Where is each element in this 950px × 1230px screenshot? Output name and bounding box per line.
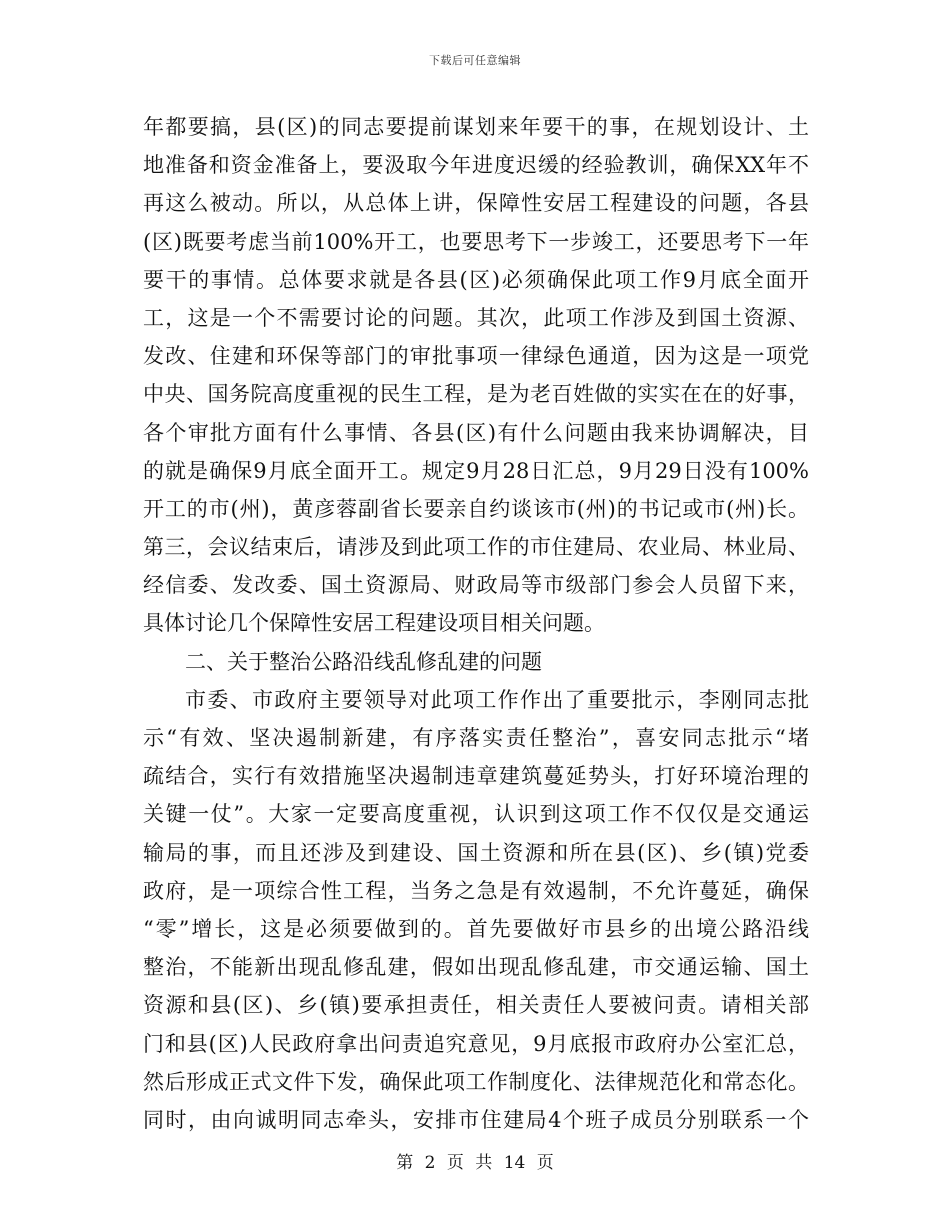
text-line: 开工的市(州)，黄彦蓉副省长要亲自约谈该市(州)的书记或市(州)长。: [143, 496, 809, 521]
text-line: 要干的事情。总体要求就是各县(区)必须确保此项工作9月底全面开: [143, 267, 809, 292]
document-body: [143, 108, 809, 1139]
text-line: 政府，是一项综合性工程，当务之急是有效遏制，不允许蔓延，确保: [143, 878, 809, 903]
text-line: 关键一仗”。大家一定要高度重视，认识到这项工作不仅仅是交通运: [143, 802, 809, 827]
text-line: 中央、国务院高度重视的民生工程，是为老百姓做的实实在在的好事，: [143, 382, 809, 407]
text-line: 输局的事，而且还涉及到建设、国土资源和所在县(区)、乡(镇)党委: [143, 840, 809, 865]
text-line: 资源和县(区)、乡(镇)要承担责任，相关责任人要被问责。请相关部: [143, 993, 809, 1018]
text-line: 整治，不能新出现乱修乱建，假如出现乱修乱建，市交通运输、国土: [143, 955, 809, 980]
text-line: 工，这是一个不需要讨论的问题。其次，此项工作涉及到国土资源、: [143, 305, 809, 330]
text-line: 第三，会议结束后，请涉及到此项工作的市住建局、农业局、林业局、: [143, 535, 809, 560]
text-line: 然后形成正式文件下发，确保此项工作制度化、法律规范化和常态化。: [143, 1069, 809, 1094]
text-line: 具体讨论几个保障性安居工程建设项目相关问题。: [143, 611, 605, 636]
text-line: 门和县(区)人民政府拿出问责追究意见，9月底报市政府办公室汇总，: [143, 1031, 809, 1056]
page-number-footer: 第 2 页 共 14 页: [396, 1153, 554, 1173]
text-line: 同时，由向诚明同志牵头，安排市住建局4个班子成员分别联系一个: [143, 1107, 809, 1132]
text-line: 示“有效、坚决遏制新建，有序落实责任整治”，喜安同志批示“堵: [143, 726, 809, 750]
section-heading: 二、关于整治公路沿线乱修乱建的问题: [185, 649, 542, 674]
text-line: 年都要搞，县(区)的同志要提前谋划来年要干的事，在规划设计、土: [143, 115, 809, 139]
page-header: 下载后可任意编辑: [429, 54, 521, 67]
text-line: 各个审批方面有什么事情、各县(区)有什么问题由我来协调解决，目: [143, 420, 809, 445]
text-line: (区)既要考虑当前100%开工，也要思考下一步竣工，还要思考下一年: [143, 229, 809, 254]
text-line: 疏结合，实行有效措施坚决遏制违章建筑蔓延势头，打好环境治理的: [143, 764, 809, 789]
text-line: 地准备和资金准备上，要汲取今年进度迟缓的经验教训，确保XX年不: [143, 153, 809, 178]
text-line: 发改、住建和环保等部门的审批事项一律绿色通道，因为这是一项党: [143, 344, 809, 369]
text-line: 的就是确保9月底全面开工。规定9月28日汇总，9月29日没有100%: [143, 458, 809, 483]
text-line: 再这么被动。所以，从总体上讲，保障性安居工程建设的问题，各县: [143, 191, 809, 216]
text-line: 经信委、发改委、国土资源局、财政局等市级部门参会人员留下来，: [143, 573, 809, 598]
text-line: “零”增长，这是必须要做到的。首先要做好市县乡的出境公路沿线: [143, 916, 809, 941]
text-line: 市委、市政府主要领导对此项工作作出了重要批示，李刚同志批: [185, 687, 809, 712]
